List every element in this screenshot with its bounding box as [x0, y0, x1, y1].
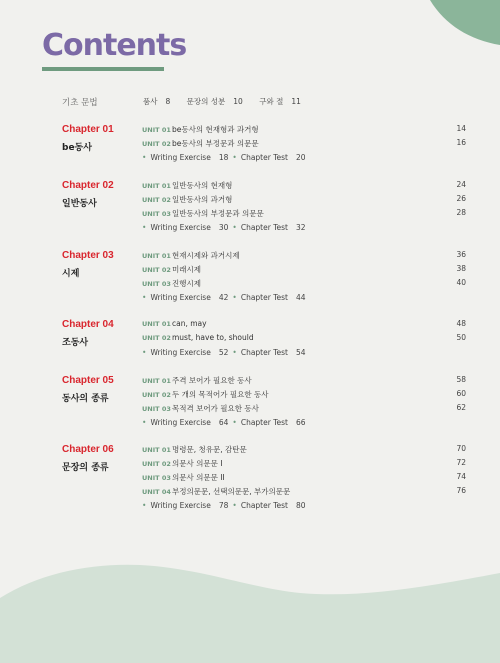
unit-title: 미래시제 — [172, 265, 201, 274]
unit-code: UNIT 02 — [142, 196, 171, 204]
unit-page: 28 — [456, 208, 466, 217]
unit-page: 50 — [456, 333, 466, 342]
unit-code: UNIT 02 — [142, 334, 171, 342]
bullet-dot-icon: • — [232, 501, 237, 510]
writing-exercise-link[interactable] — [142, 418, 230, 427]
writing-exercise-link[interactable] — [142, 293, 230, 302]
writing-page: 64 — [218, 418, 229, 427]
unit-title: 일반동사의 현재형 — [172, 181, 233, 190]
bullet-dot-icon: • — [232, 348, 237, 357]
unit-title: 일반동사의 과거형 — [172, 195, 233, 204]
test-label: Chapter Test — [240, 293, 288, 302]
basics-entry-name: 품사 — [143, 97, 158, 106]
writing-page: 78 — [218, 501, 229, 510]
basics-entry-page: 11 — [291, 97, 301, 106]
bottom-decorative-shape — [0, 543, 500, 663]
chapter-number: Chapter 01 — [62, 124, 114, 135]
chapter-test-link[interactable] — [232, 501, 305, 510]
basics-entry-name: 구와 절 — [259, 97, 284, 106]
writing-page: 30 — [218, 223, 229, 232]
unit-row[interactable] — [142, 458, 466, 469]
writing-page: 52 — [218, 348, 229, 357]
test-page: 54 — [295, 348, 306, 357]
chapter-test-link[interactable] — [232, 348, 305, 357]
chapter-number: Chapter 03 — [62, 250, 114, 261]
unit-code: UNIT 01 — [142, 126, 171, 134]
unit-row[interactable] — [142, 389, 466, 400]
unit-row[interactable] — [142, 180, 466, 191]
unit-code: UNIT 02 — [142, 266, 171, 274]
test-page: 80 — [295, 501, 306, 510]
unit-page: 60 — [456, 389, 466, 398]
chapter-name: 문장의 종류 — [62, 463, 109, 473]
chapter-block — [62, 319, 466, 357]
unit-code: UNIT 02 — [142, 140, 171, 148]
bullet-dot-icon: • — [232, 223, 237, 232]
unit-title: be동사의 현재형과 과거형 — [172, 125, 259, 134]
unit-code: UNIT 03 — [142, 280, 171, 288]
basics-entry-name: 문장의 성분 — [186, 97, 226, 106]
chapter-test-link[interactable] — [232, 223, 305, 232]
unit-title: 주격 보어가 필요한 동사 — [172, 376, 252, 385]
title-underline — [42, 67, 164, 71]
test-label: Chapter Test — [240, 223, 288, 232]
unit-page: 14 — [456, 124, 466, 133]
unit-code: UNIT 04 — [142, 488, 171, 496]
unit-row[interactable] — [142, 138, 466, 149]
chapter-number: Chapter 05 — [62, 375, 114, 386]
chapter-name: 시제 — [62, 269, 80, 279]
unit-page: 58 — [456, 375, 466, 384]
unit-code: UNIT 03 — [142, 474, 171, 482]
unit-code: UNIT 01 — [142, 320, 171, 328]
unit-code: UNIT 03 — [142, 210, 171, 218]
bullet-dot-icon: • — [142, 348, 147, 357]
unit-page: 16 — [456, 138, 466, 147]
chapter-name: be동사 — [62, 143, 92, 153]
chapter-block — [62, 124, 466, 162]
page-title: Contents — [42, 28, 187, 63]
bullet-dot-icon: • — [232, 153, 237, 162]
unit-row[interactable] — [142, 278, 466, 289]
unit-page: 70 — [456, 444, 466, 453]
unit-row[interactable] — [142, 194, 466, 205]
unit-title: 두 개의 목적어가 필요한 동사 — [172, 390, 269, 399]
unit-page: 38 — [456, 264, 466, 273]
unit-title: must, have to, should — [172, 333, 254, 342]
bullet-dot-icon: • — [142, 418, 147, 427]
chapter-block — [62, 250, 466, 302]
writing-label: Writing Exercise — [150, 223, 211, 232]
extras-row — [142, 418, 306, 427]
test-page: 66 — [295, 418, 306, 427]
writing-page: 42 — [218, 293, 229, 302]
unit-row[interactable] — [142, 208, 466, 219]
unit-page: 26 — [456, 194, 466, 203]
writing-exercise-link[interactable] — [142, 223, 230, 232]
test-page: 20 — [295, 153, 306, 162]
unit-row[interactable] — [142, 264, 466, 275]
unit-title: 목적격 보어가 필요한 동사 — [172, 404, 259, 413]
chapter-name: 일반동사 — [62, 199, 97, 209]
test-page: 44 — [295, 293, 306, 302]
unit-title: 진행시제 — [172, 279, 201, 288]
chapter-test-link[interactable] — [232, 293, 305, 302]
unit-title: 의문사 의문문 II — [172, 473, 225, 482]
chapter-test-link[interactable] — [232, 153, 305, 162]
unit-title: 부정의문문, 선택의문문, 부가의문문 — [172, 487, 291, 496]
chapter-block — [62, 375, 466, 427]
unit-row[interactable] — [142, 319, 466, 328]
unit-row[interactable] — [142, 375, 466, 386]
unit-page: 74 — [456, 472, 466, 481]
basics-label: 기초 문법 — [62, 98, 98, 108]
unit-row[interactable] — [142, 250, 466, 261]
chapter-number: Chapter 06 — [62, 444, 114, 455]
chapter-name: 동사의 종류 — [62, 394, 109, 404]
chapter-block — [62, 180, 466, 232]
unit-row[interactable] — [142, 333, 466, 342]
unit-row[interactable] — [142, 444, 466, 455]
unit-title: 일반동사의 부정문과 의문문 — [172, 209, 264, 218]
unit-page: 40 — [456, 278, 466, 287]
unit-page: 62 — [456, 403, 466, 412]
test-label: Chapter Test — [240, 153, 288, 162]
unit-row[interactable] — [142, 403, 466, 414]
basics-entries — [143, 96, 315, 107]
unit-title: 명령문, 청유문, 감탄문 — [172, 445, 247, 454]
unit-title: 현재시제와 과거시제 — [172, 251, 240, 260]
unit-row[interactable] — [142, 486, 466, 497]
extras-row — [142, 293, 306, 302]
unit-row[interactable] — [142, 124, 466, 135]
chapter-name: 조동사 — [62, 338, 89, 348]
bullet-dot-icon: • — [142, 223, 147, 232]
basics-entry-page: 10 — [233, 97, 243, 106]
unit-page: 76 — [456, 486, 466, 495]
extras-row — [142, 153, 306, 162]
unit-code: UNIT 02 — [142, 391, 171, 399]
chapter-test-link[interactable] — [232, 418, 305, 427]
chapter-number: Chapter 02 — [62, 180, 114, 191]
unit-page: 36 — [456, 250, 466, 259]
unit-title: be동사의 부정문과 의문문 — [172, 139, 259, 148]
test-label: Chapter Test — [240, 348, 288, 357]
unit-code: UNIT 01 — [142, 377, 171, 385]
unit-page: 48 — [456, 319, 466, 328]
writing-exercise-link[interactable] — [142, 501, 230, 510]
bullet-dot-icon: • — [142, 501, 147, 510]
test-page: 32 — [295, 223, 306, 232]
bullet-dot-icon: • — [232, 418, 237, 427]
bullet-dot-icon: • — [142, 153, 147, 162]
writing-label: Writing Exercise — [150, 153, 211, 162]
basics-entry-page: 8 — [165, 97, 171, 106]
bullet-dot-icon: • — [142, 293, 147, 302]
unit-title: 의문사 의문문 I — [172, 459, 223, 468]
writing-label: Writing Exercise — [150, 418, 211, 427]
writing-label: Writing Exercise — [150, 293, 211, 302]
unit-code: UNIT 03 — [142, 405, 171, 413]
extras-row — [142, 348, 306, 357]
writing-label: Writing Exercise — [150, 501, 211, 510]
unit-code: UNIT 01 — [142, 182, 171, 190]
unit-page: 24 — [456, 180, 466, 189]
unit-code: UNIT 01 — [142, 252, 171, 260]
test-label: Chapter Test — [240, 501, 288, 510]
unit-page: 72 — [456, 458, 466, 467]
writing-label: Writing Exercise — [150, 348, 211, 357]
test-label: Chapter Test — [240, 418, 288, 427]
unit-code: UNIT 02 — [142, 460, 171, 468]
chapter-number: Chapter 04 — [62, 319, 114, 330]
writing-exercise-link[interactable] — [142, 153, 230, 162]
bullet-dot-icon: • — [232, 293, 237, 302]
extras-row — [142, 223, 306, 232]
unit-row[interactable] — [142, 472, 466, 483]
writing-exercise-link[interactable] — [142, 348, 230, 357]
chapter-block — [62, 444, 466, 510]
extras-row — [142, 501, 306, 510]
unit-title: can, may — [172, 319, 207, 328]
unit-code: UNIT 01 — [142, 446, 171, 454]
writing-page: 18 — [218, 153, 229, 162]
